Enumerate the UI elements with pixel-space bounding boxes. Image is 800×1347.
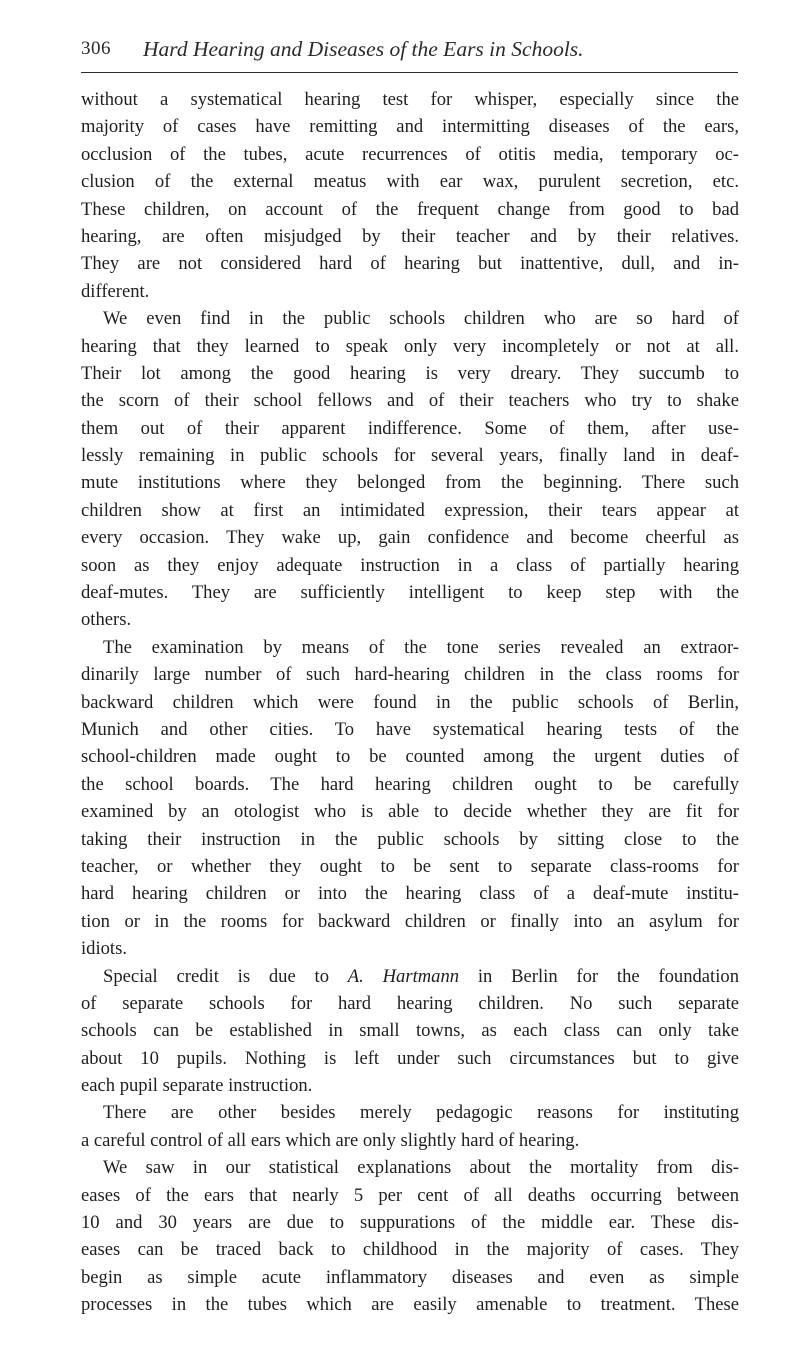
text-line: a careful control of all ears which are only slightly hard of hearing.	[81, 1129, 580, 1151]
text-line: soon as they enjoy adequate instruction in a class of partially hearing	[81, 554, 739, 576]
text-line: backward children which were found in the public schools of Berlin,	[81, 691, 739, 713]
text-line: tion or in the rooms for backward children or finally into an asylum for	[81, 910, 739, 932]
text-line	[81, 963, 739, 990]
text-line: dinarily large number of such hard-hearing children in the class rooms for	[81, 664, 739, 686]
text-line: occlusion of the tubes, acute recurrences of otitis media, temporary oc-	[81, 143, 739, 165]
text-line: deaf-mutes. They are sufficiently intelligent to keep step with the	[81, 582, 739, 604]
text-line: 10 and 30 years are due to suppurations of the middle ear. These dis-	[81, 1212, 739, 1234]
text-line: schools can be established in small towns, as each class can only take	[81, 1020, 739, 1042]
text-line: We even find in the public schools children who are so hard of	[103, 308, 739, 330]
text-line: each pupil separate instruction.	[81, 1075, 313, 1097]
text-line: the scorn of their school fellows and of their teachers who try to shake	[81, 390, 739, 412]
text-line: about 10 pupils. Nothing is left under such circumstances but to give	[81, 1047, 739, 1069]
text-span: Special credit is due to	[103, 965, 348, 987]
text-line: them out of their apparent indifference. Some of them, after use-	[81, 417, 739, 439]
body-text	[81, 86, 739, 1319]
text-line: school-children made ought to be counted among the urgent duties of	[81, 746, 739, 768]
text-span: in Berlin for the foundation	[459, 965, 739, 987]
text-line: mute institutions where they belonged from the beginning. There such	[81, 472, 739, 494]
text-line: eases can be traced back to childhood in the majority of cases. They	[81, 1239, 739, 1261]
text-line: These children, on account of the frequent change from good to bad	[81, 198, 739, 220]
text-line: They are not considered hard of hearing but inattentive, dull, and in-	[81, 253, 739, 275]
text-line: teacher, or whether they ought to be sent to separate class-rooms for	[81, 855, 739, 877]
text-line: different.	[81, 280, 150, 302]
text-line: hearing, are often misjudged by their teacher and by their relatives.	[81, 225, 739, 247]
text-line: idiots.	[81, 938, 127, 960]
text-line: examined by an otologist who is able to decide whether they are fit for	[81, 801, 739, 823]
text-line: begin as simple acute inflammatory diseases and even as simple	[81, 1266, 739, 1288]
text-line: The examination by means of the tone series revealed an extraor-	[103, 636, 739, 658]
text-line: lessly remaining in public schools for several years, finally land in deaf-	[81, 445, 739, 467]
text-line: There are other besides merely pedagogic reasons for instituting	[103, 1102, 739, 1124]
text-line: hearing that they learned to speak only very incompletely or not at all.	[81, 335, 739, 357]
running-head	[81, 36, 738, 73]
text-line: children show at first an intimidated expression, their tears appear at	[81, 499, 739, 521]
text-line: without a systematical hearing test for whisper, especially since the	[81, 89, 739, 110]
author-name: A. Hartmann	[347, 965, 460, 987]
text-line: clusion of the external meatus with ear wax, purulent secretion, etc.	[81, 171, 739, 193]
text-line: of separate schools for hard hearing children. No such separate	[81, 992, 739, 1014]
text-line: Munich and other cities. To have systematical hearing tests of the	[81, 718, 739, 740]
text-line: Their lot among the good hearing is very dreary. They succumb to	[81, 362, 739, 384]
text-line: others.	[81, 609, 132, 631]
text-line: We saw in our statistical explanations about the mortality from dis-	[103, 1157, 739, 1179]
text-line: every occasion. They wake up, gain confidence and become cheerful as	[81, 527, 739, 549]
text-line: taking their instruction in the public schools by sitting close to the	[81, 828, 739, 850]
text-line: hard hearing children or into the hearing class of a deaf-mute institu-	[81, 883, 739, 905]
page-number: 306	[81, 38, 111, 59]
text-line: majority of cases have remitting and intermitting diseases of the ears,	[81, 116, 739, 138]
text-line: processes in the tubes which are easily amenable to treatment. These	[81, 1294, 739, 1316]
running-title: Hard Hearing and Diseases of the Ears in Schools.	[143, 37, 584, 61]
text-line: the school boards. The hard hearing children ought to be carefully	[81, 773, 739, 795]
text-line: eases of the ears that nearly 5 per cent of all deaths occurring between	[81, 1184, 739, 1206]
